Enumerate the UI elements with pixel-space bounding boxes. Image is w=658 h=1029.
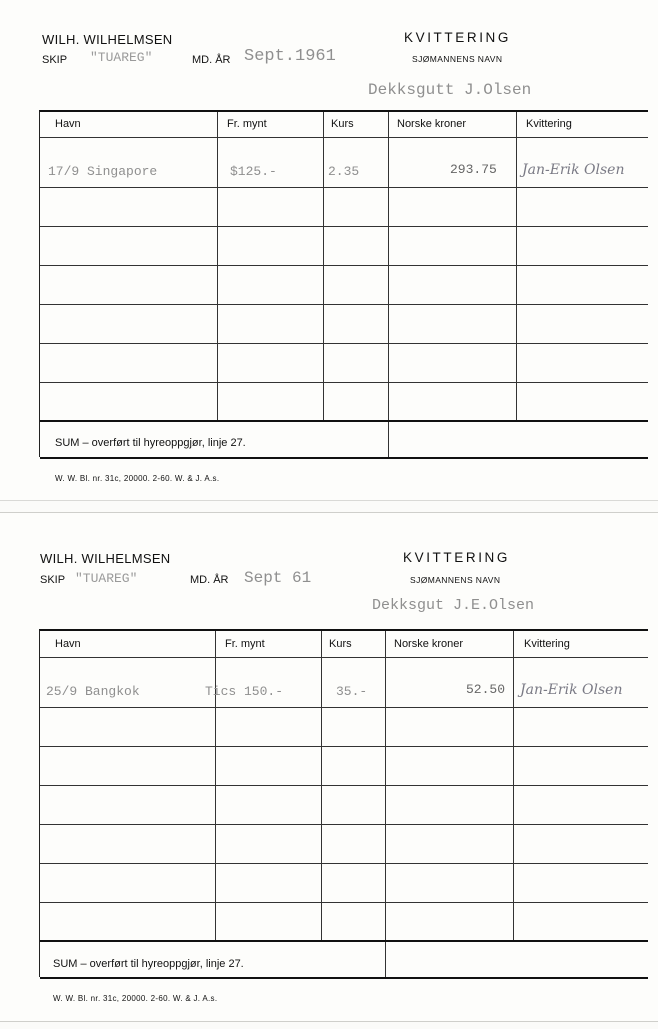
sum-divider bbox=[40, 420, 648, 422]
row-divider bbox=[40, 824, 648, 825]
row-divider bbox=[40, 343, 648, 344]
sum-label: SUM – overført til hyreoppgjør, linje 27. bbox=[53, 958, 244, 970]
cell-fr-mynt: $125.- bbox=[230, 164, 277, 179]
column-header-kurs: Kurs bbox=[331, 118, 354, 130]
receipt-table bbox=[39, 110, 648, 457]
ship-name: "TUAREG" bbox=[75, 571, 138, 586]
column-header-norske-kroner: Norske kroner bbox=[394, 638, 464, 650]
cell-havn: 17/9 Singapore bbox=[48, 164, 158, 179]
month-year-label: MD. ÅR bbox=[190, 574, 229, 586]
form-title: KVITTERING bbox=[403, 550, 511, 565]
seaman-name-label: SJØMANNENS NAVN bbox=[412, 54, 503, 64]
cell-kvittering-signature: Jan-Erik Olsen bbox=[520, 682, 623, 698]
column-divider bbox=[388, 112, 389, 457]
column-header-kvittering: Kvittering bbox=[524, 638, 570, 650]
cell-norske-kroner: 52.50 bbox=[466, 682, 506, 697]
ship-label: SKIP bbox=[40, 574, 66, 586]
cell-kurs: 2.35 bbox=[328, 164, 360, 179]
row-divider bbox=[40, 382, 648, 383]
table-bottom bbox=[40, 457, 648, 459]
row-divider bbox=[40, 226, 648, 227]
form-footer: W. W. Bl. nr. 31c, 20000. 2-60. W. & J. A.s. bbox=[55, 474, 220, 483]
column-header-havn: Havn bbox=[55, 118, 81, 130]
form-footer: W. W. Bl. nr. 31c, 20000. 2-60. W. & J. A.s. bbox=[53, 994, 218, 1003]
row-divider bbox=[40, 137, 648, 138]
ship-name: "TUAREG" bbox=[90, 50, 153, 65]
month-year-label: MD. ÅR bbox=[192, 54, 231, 66]
column-divider bbox=[385, 631, 386, 977]
cell-norske-kroner: 293.75 bbox=[450, 162, 497, 177]
column-header-fr-mynt: Fr. mynt bbox=[225, 638, 265, 650]
table-bottom bbox=[40, 977, 648, 979]
row-divider bbox=[40, 304, 648, 305]
row-divider bbox=[40, 785, 648, 786]
row-divider bbox=[40, 863, 648, 864]
row-divider bbox=[40, 187, 648, 188]
ship-label: SKIP bbox=[42, 54, 68, 66]
row-divider bbox=[40, 902, 648, 903]
company-name: WILH. WILHELMSEN bbox=[40, 551, 171, 566]
row-divider bbox=[40, 746, 648, 747]
company-name: WILH. WILHELMSEN bbox=[42, 32, 173, 47]
cell-fr-mynt: Tics 150.- bbox=[205, 684, 284, 699]
receipt-form-2 bbox=[0, 512, 658, 1022]
seaman-name-value: Dekksgutt J.Olsen bbox=[368, 81, 532, 99]
cell-kurs: 35.- bbox=[336, 684, 368, 699]
column-header-norske-kroner: Norske kroner bbox=[397, 118, 467, 130]
month-year-value: Sept 61 bbox=[244, 569, 312, 587]
row-divider bbox=[40, 707, 648, 708]
column-divider bbox=[516, 112, 517, 420]
column-header-kurs: Kurs bbox=[329, 638, 352, 650]
column-header-havn: Havn bbox=[55, 638, 81, 650]
seaman-name-label: SJØMANNENS NAVN bbox=[410, 575, 501, 585]
receipt-table bbox=[39, 629, 648, 977]
column-header-kvittering: Kvittering bbox=[526, 118, 572, 130]
receipt-form-1 bbox=[0, 0, 658, 501]
cell-havn: 25/9 Bangkok bbox=[46, 684, 140, 699]
sum-label: SUM – overført til hyreoppgjør, linje 27. bbox=[55, 437, 246, 449]
cell-kvittering-signature: Jan-Erik Olsen bbox=[522, 162, 625, 178]
column-header-fr-mynt: Fr. mynt bbox=[227, 118, 267, 130]
column-divider bbox=[323, 112, 324, 420]
column-divider bbox=[217, 112, 218, 420]
row-divider bbox=[40, 657, 648, 658]
form-title: KVITTERING bbox=[404, 30, 512, 45]
seaman-name-value: Dekksgut J.E.Olsen bbox=[372, 597, 535, 614]
row-divider bbox=[40, 265, 648, 266]
sum-divider bbox=[40, 940, 648, 942]
month-year-value: Sept.1961 bbox=[244, 47, 336, 66]
